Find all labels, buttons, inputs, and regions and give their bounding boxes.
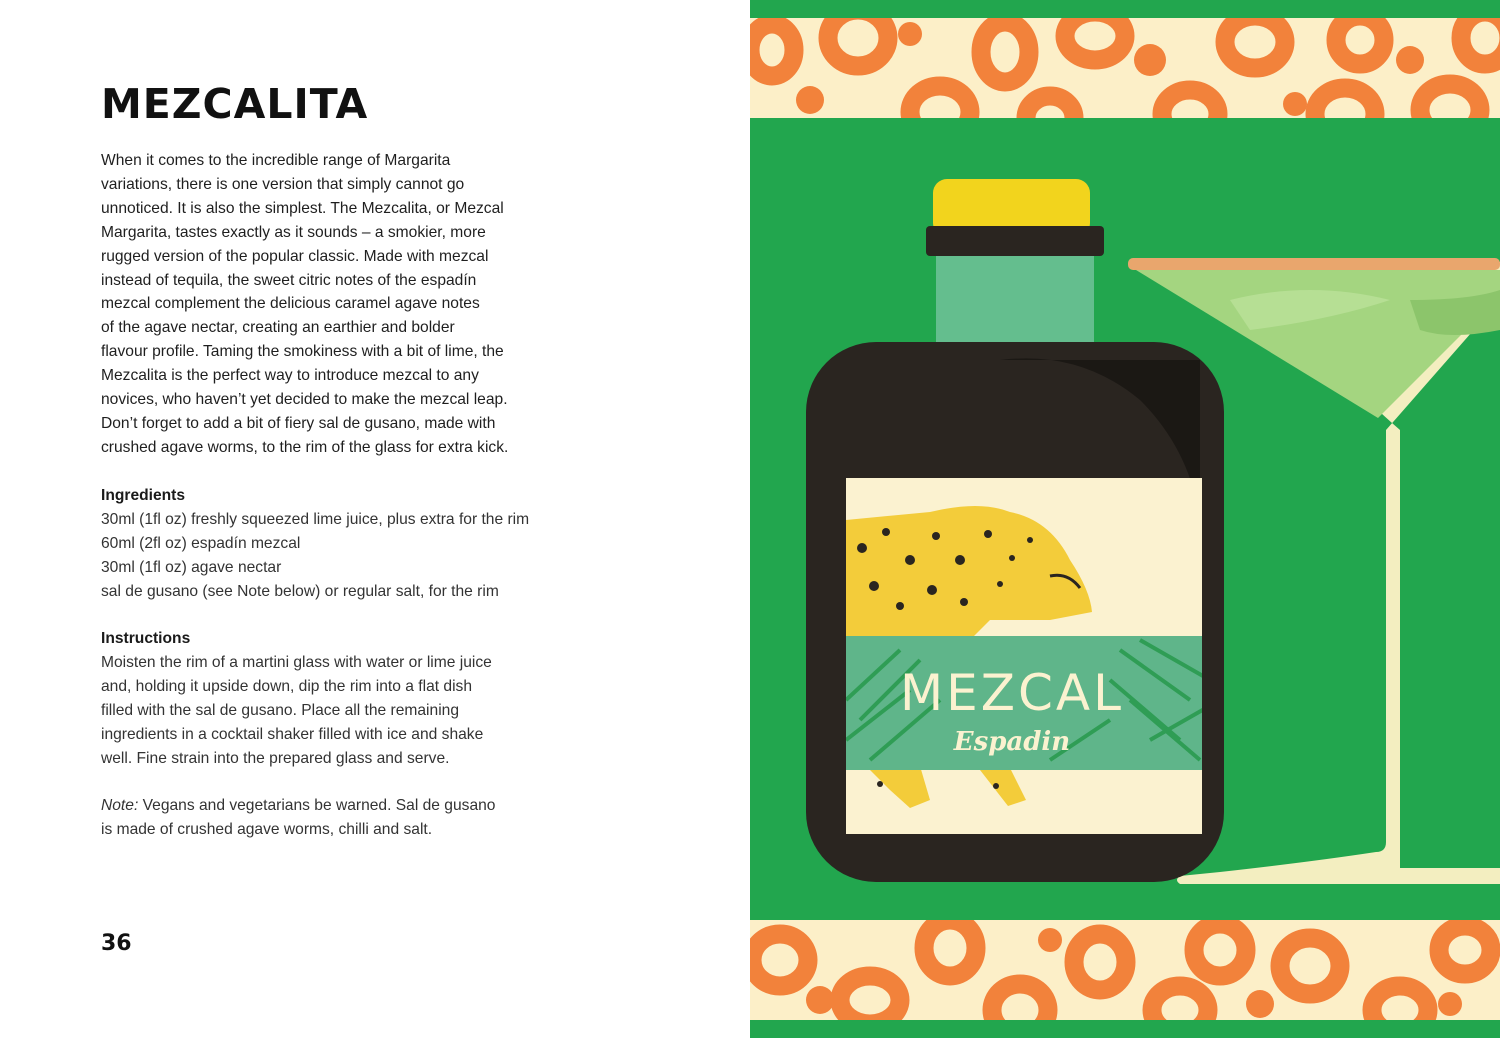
ingredients-list — [101, 508, 529, 604]
ingredient-item: sal de gusano (see Note below) or regular salt, for the rim — [101, 582, 499, 600]
intro-line: Margarita, tastes exactly as it sounds – a smokier, more — [101, 223, 486, 241]
note-line: is made of crushed agave worms, chilli and salt. — [101, 820, 433, 838]
intro-line: rugged version of the popular classic. Made with mezcal — [101, 247, 489, 265]
intro-line: When it comes to the incredible range of Margarita — [101, 152, 451, 169]
bottom-pattern-band — [750, 920, 1500, 1036]
note-label: Note: — [101, 797, 139, 814]
label-brand-text: MEZCAL — [900, 664, 1124, 722]
ingredients-heading: Ingredients — [101, 487, 186, 504]
ingredient-item: 60ml (2fl oz) espadín mezcal — [101, 534, 301, 552]
intro-line: instead of tequila, the sweet citric notes of the espadín — [101, 271, 477, 289]
recipe-intro — [101, 149, 581, 460]
intro-line: flavour profile. Taming the smokiness with a bit of lime, the — [101, 343, 504, 361]
note-text — [101, 794, 561, 842]
cap-collar — [926, 226, 1104, 256]
illustration-page — [750, 0, 1500, 1038]
bottle-label — [836, 478, 1220, 834]
bottle-neck — [936, 256, 1094, 346]
intro-line: Don’t forget to add a bit of fiery sal de gusano, made with — [101, 414, 496, 432]
intro-line: crushed agave worms, to the rim of the glass for extra kick. — [101, 438, 509, 456]
intro-line: novices, who haven’t yet decided to make the mezcal leap. — [101, 391, 508, 409]
ingredient-item: 30ml (1fl oz) freshly squeezed lime juice, plus extra for the rim — [101, 511, 530, 528]
instruction-line: and, holding it upside down, dip the rim into a flat dish — [101, 677, 473, 695]
intro-line: Mezcalita is the perfect way to introduce mezcal to any — [101, 367, 479, 385]
instruction-line: filled with the sal de gusano. Place all the remaining — [101, 701, 460, 719]
page-number: 36 — [101, 931, 132, 956]
intro-line: variations, there is one version that simply cannot go — [101, 175, 465, 193]
note-line: Vegans and vegetarians be warned. Sal de gusano — [138, 797, 496, 814]
instruction-line: ingredients in a cocktail shaker filled with ice and shake — [101, 725, 484, 743]
intro-line: unnoticed. It is also the simplest. The Mezcalita, or Mezcal — [101, 199, 504, 217]
salted-rim — [1128, 258, 1500, 270]
ingredient-item: 30ml (1fl oz) agave nectar — [101, 558, 282, 576]
mezcal-illustration — [750, 0, 1500, 1038]
instructions-heading: Instructions — [101, 630, 191, 647]
instruction-line: well. Fine strain into the prepared glass and serve. — [101, 749, 450, 767]
instruction-line: Moisten the rim of a martini glass with water or lime juice — [101, 654, 492, 671]
instructions-text — [101, 651, 541, 771]
label-variety-text: Espadin — [953, 727, 1071, 757]
intro-line: of the agave nectar, creating an earthier and bolder — [101, 319, 455, 337]
intro-line: mezcal complement the delicious caramel agave notes — [101, 295, 480, 313]
recipe-title: MEZCALITA — [101, 80, 369, 128]
